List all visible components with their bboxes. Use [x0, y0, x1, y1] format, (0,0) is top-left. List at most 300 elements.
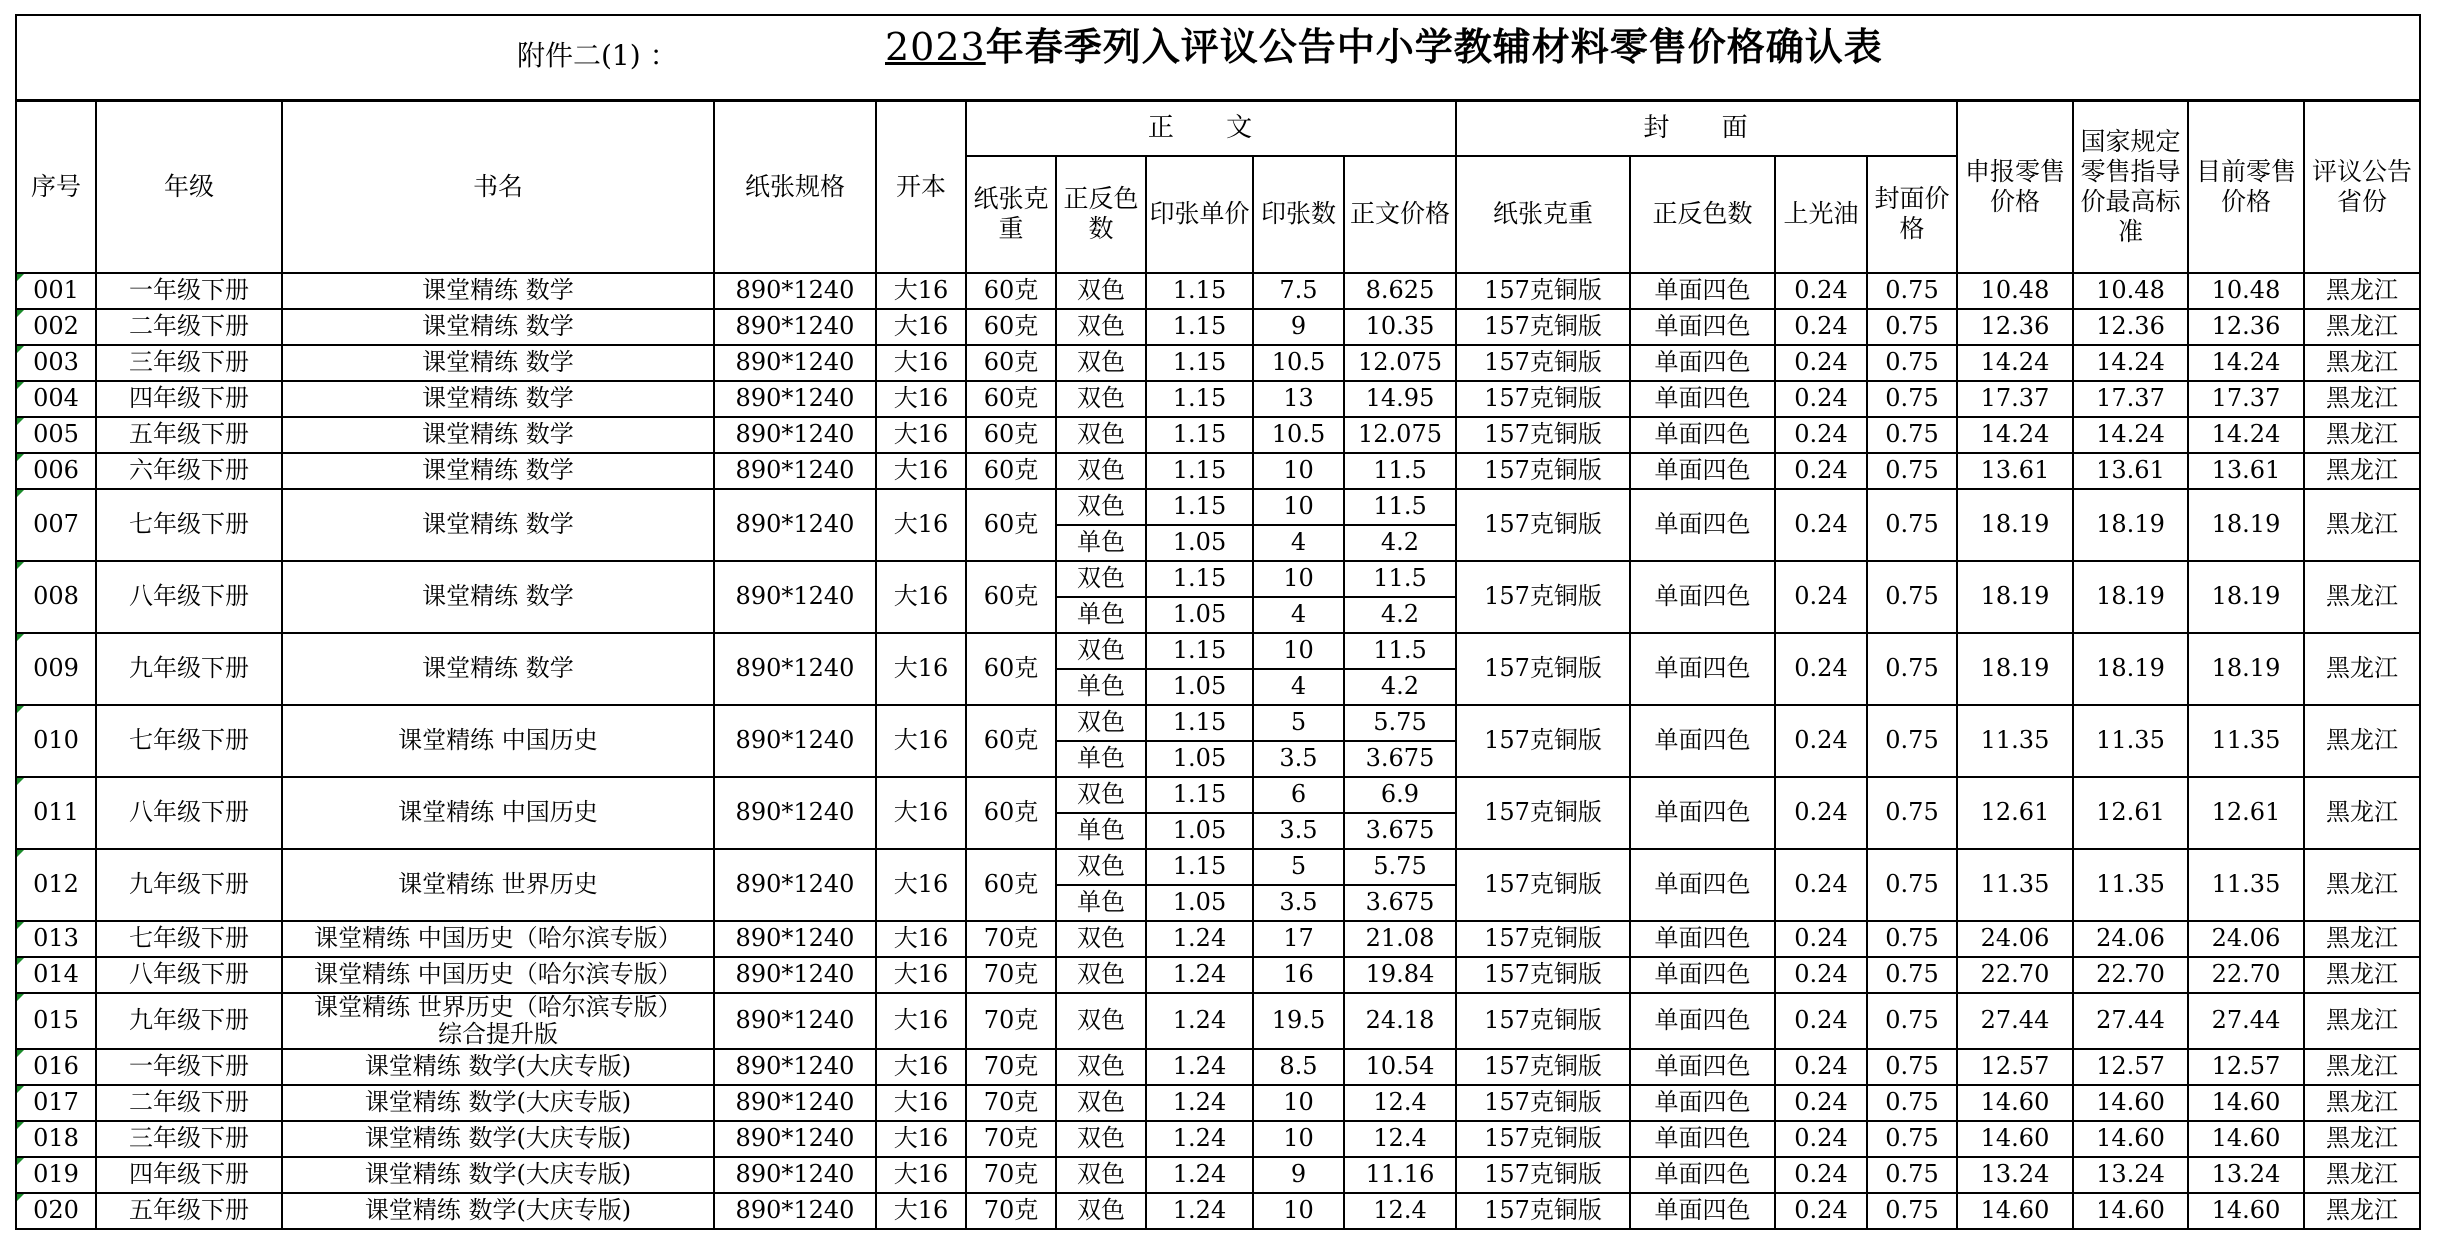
cell-cover-paper-weight: 157克铜版	[1456, 849, 1630, 921]
cell-cover-paper-weight: 157克铜版	[1456, 1049, 1630, 1085]
cell-format: 大16	[876, 273, 966, 309]
cell-sheet-unit-price: 1.05	[1146, 669, 1253, 705]
cell-body-paper-weight: 60克	[966, 309, 1056, 345]
cell-national-max: 11.35	[2073, 849, 2188, 921]
cell-declared-price: 14.60	[1957, 1193, 2073, 1229]
cell-body-paper-weight: 60克	[966, 453, 1056, 489]
cell-national-max: 13.24	[2073, 1157, 2188, 1193]
cell-gloss: 0.24	[1775, 1193, 1867, 1229]
cell-gloss: 0.24	[1775, 849, 1867, 921]
cell-national-max: 18.19	[2073, 561, 2188, 633]
cell-body-price: 11.5	[1344, 561, 1456, 597]
cell-cover-paper-weight: 157克铜版	[1456, 633, 1630, 705]
book-title: 课堂精练 数学	[422, 420, 574, 448]
cell-cover-price: 0.75	[1867, 561, 1957, 633]
cell-province: 黑龙江	[2304, 1085, 2420, 1121]
book-title: 课堂精练 数学	[422, 654, 574, 682]
cell-body-paper-weight: 70克	[966, 921, 1056, 957]
header-seq: 序号	[16, 101, 96, 273]
price-table	[15, 14, 2421, 1230]
cell-sheet-unit-price: 1.15	[1146, 561, 1253, 597]
cell-cover-colors: 单面四色	[1630, 957, 1775, 993]
cell-province: 黑龙江	[2304, 849, 2420, 921]
book-title: 课堂精练 数学	[422, 456, 574, 484]
cell-current-price: 14.60	[2188, 1193, 2304, 1229]
cell-body-price: 6.9	[1344, 777, 1456, 813]
cell-province: 黑龙江	[2304, 1193, 2420, 1229]
cell-gloss: 0.24	[1775, 1085, 1867, 1121]
cell-body-paper-weight: 60克	[966, 381, 1056, 417]
page-title	[885, 25, 1883, 69]
cell-body-price: 5.75	[1344, 849, 1456, 885]
appendix-label: 附件二(1) ：	[517, 39, 678, 72]
cell-cover-paper-weight: 157克铜版	[1456, 309, 1630, 345]
book-title: 课堂精练 数学	[422, 276, 574, 304]
book-title: 课堂精练 数学	[422, 582, 574, 610]
cell-cover-price: 0.75	[1867, 633, 1957, 705]
cell-book	[282, 345, 714, 381]
cell-format: 大16	[876, 309, 966, 345]
cell-cover-colors: 单面四色	[1630, 1193, 1775, 1229]
cell-cover-colors: 单面四色	[1630, 777, 1775, 849]
cell-declared-price: 18.19	[1957, 489, 2073, 561]
cell-book	[282, 705, 714, 777]
cell-body-colors: 双色	[1056, 633, 1146, 669]
cell-paper-spec: 890*1240	[714, 633, 876, 705]
header-sheet-unit-price: 印张单价	[1146, 156, 1253, 273]
cell-declared-price: 14.60	[1957, 1121, 2073, 1157]
cell-sheet-count: 6	[1253, 777, 1344, 813]
cell-declared-price: 11.35	[1957, 705, 2073, 777]
table-row	[16, 273, 2420, 309]
cell-cover-colors: 单面四色	[1630, 921, 1775, 957]
cell-cover-colors: 单面四色	[1630, 417, 1775, 453]
cell-cover-price: 0.75	[1867, 1049, 1957, 1085]
cell-province: 黑龙江	[2304, 417, 2420, 453]
cell-body-colors: 双色	[1056, 1157, 1146, 1193]
cell-book	[282, 921, 714, 957]
cell-declared-price: 27.44	[1957, 993, 2073, 1049]
cell-paper-spec: 890*1240	[714, 453, 876, 489]
cell-body-colors: 双色	[1056, 309, 1146, 345]
cell-sheet-unit-price: 1.05	[1146, 525, 1253, 561]
cell-declared-price: 12.61	[1957, 777, 2073, 849]
cell-national-max: 14.60	[2073, 1193, 2188, 1229]
cell-province: 黑龙江	[2304, 993, 2420, 1049]
cell-current-price: 12.36	[2188, 309, 2304, 345]
table-row	[16, 921, 2420, 957]
cell-format: 大16	[876, 777, 966, 849]
price-confirmation-sheet	[15, 14, 2421, 1230]
cell-gloss: 0.24	[1775, 273, 1867, 309]
cell-sheet-unit-price: 1.05	[1146, 597, 1253, 633]
cell-sheet-unit-price: 1.15	[1146, 345, 1253, 381]
cell-paper-spec: 890*1240	[714, 957, 876, 993]
cell-sheet-unit-price: 1.15	[1146, 489, 1253, 525]
cell-cover-price: 0.75	[1867, 1193, 1957, 1229]
cell-cover-colors: 单面四色	[1630, 705, 1775, 777]
table-row	[16, 993, 2420, 1049]
cell-sheet-count: 5	[1253, 705, 1344, 741]
header-body-colors: 正反色数	[1056, 156, 1146, 273]
cell-paper-spec: 890*1240	[714, 777, 876, 849]
cell-seq: 016	[16, 1049, 96, 1085]
cell-body-price: 19.84	[1344, 957, 1456, 993]
cell-cover-paper-weight: 157克铜版	[1456, 921, 1630, 957]
cell-current-price: 14.60	[2188, 1085, 2304, 1121]
cell-body-price: 4.2	[1344, 669, 1456, 705]
cell-body-colors: 双色	[1056, 561, 1146, 597]
cell-sheet-unit-price: 1.15	[1146, 273, 1253, 309]
cell-gloss: 0.24	[1775, 1121, 1867, 1157]
cell-format: 大16	[876, 957, 966, 993]
cell-grade: 七年级下册	[96, 489, 282, 561]
cell-sheet-count: 10	[1253, 633, 1344, 669]
cell-declared-price: 24.06	[1957, 921, 2073, 957]
cell-province: 黑龙江	[2304, 705, 2420, 777]
table-row	[16, 1157, 2420, 1193]
cell-paper-spec: 890*1240	[714, 1121, 876, 1157]
header-declared-price: 申报零售价格	[1957, 101, 2073, 273]
book-title: 课堂精练 数学	[422, 384, 574, 412]
cell-gloss: 0.24	[1775, 417, 1867, 453]
cell-declared-price: 10.48	[1957, 273, 2073, 309]
cell-body-price: 3.675	[1344, 813, 1456, 849]
cell-declared-price: 14.60	[1957, 1085, 2073, 1121]
header-row-1	[16, 101, 2420, 156]
cell-cover-colors: 单面四色	[1630, 309, 1775, 345]
cell-cover-colors: 单面四色	[1630, 1121, 1775, 1157]
cell-body-price: 11.5	[1344, 453, 1456, 489]
cell-seq: 008	[16, 561, 96, 633]
cell-cover-colors: 单面四色	[1630, 1157, 1775, 1193]
cell-cover-colors: 单面四色	[1630, 345, 1775, 381]
cell-seq: 017	[16, 1085, 96, 1121]
cell-book	[282, 993, 714, 1049]
book-title: 课堂精练 中国历史	[398, 726, 598, 754]
cell-grade: 三年级下册	[96, 1121, 282, 1157]
cell-body-paper-weight: 60克	[966, 273, 1056, 309]
header-cover-paper-weight: 纸张克重	[1456, 156, 1630, 273]
cell-book	[282, 1049, 714, 1085]
table-row	[16, 561, 2420, 597]
cell-body-price: 4.2	[1344, 597, 1456, 633]
cell-sheet-count: 10.5	[1253, 345, 1344, 381]
cell-province: 黑龙江	[2304, 309, 2420, 345]
cell-sheet-unit-price: 1.15	[1146, 453, 1253, 489]
cell-grade: 六年级下册	[96, 453, 282, 489]
cell-paper-spec: 890*1240	[714, 489, 876, 561]
cell-sheet-count: 10	[1253, 1121, 1344, 1157]
cell-body-price: 3.675	[1344, 741, 1456, 777]
cell-current-price: 11.35	[2188, 705, 2304, 777]
cell-body-price: 5.75	[1344, 705, 1456, 741]
cell-province: 黑龙江	[2304, 561, 2420, 633]
book-title: 课堂精练 世界历史	[398, 870, 598, 898]
cell-cover-colors: 单面四色	[1630, 453, 1775, 489]
cell-cover-paper-weight: 157克铜版	[1456, 453, 1630, 489]
cell-current-price: 10.48	[2188, 273, 2304, 309]
cell-cover-paper-weight: 157克铜版	[1456, 273, 1630, 309]
cell-book	[282, 489, 714, 561]
table-row	[16, 453, 2420, 489]
cell-seq: 006	[16, 453, 96, 489]
cell-cover-price: 0.75	[1867, 849, 1957, 921]
table-row	[16, 1193, 2420, 1229]
title-row	[16, 15, 2420, 101]
header-format: 开本	[876, 101, 966, 273]
cell-grade: 四年级下册	[96, 1157, 282, 1193]
cell-province: 黑龙江	[2304, 453, 2420, 489]
cell-book	[282, 273, 714, 309]
cell-current-price: 13.61	[2188, 453, 2304, 489]
cell-body-colors: 双色	[1056, 1049, 1146, 1085]
cell-province: 黑龙江	[2304, 1157, 2420, 1193]
cell-body-paper-weight: 70克	[966, 957, 1056, 993]
cell-current-price: 18.19	[2188, 489, 2304, 561]
cell-national-max: 13.61	[2073, 453, 2188, 489]
cell-format: 大16	[876, 345, 966, 381]
cell-sheet-unit-price: 1.15	[1146, 417, 1253, 453]
title-text: 年春季列入评议公告中小学教辅材料零售价格确认表	[985, 25, 1883, 69]
header-body-group: 正 文	[966, 101, 1456, 156]
cell-national-max: 27.44	[2073, 993, 2188, 1049]
cell-seq: 004	[16, 381, 96, 417]
cell-national-max: 12.36	[2073, 309, 2188, 345]
cell-seq: 014	[16, 957, 96, 993]
cell-paper-spec: 890*1240	[714, 381, 876, 417]
cell-cover-price: 0.75	[1867, 705, 1957, 777]
cell-paper-spec: 890*1240	[714, 993, 876, 1049]
cell-sheet-count: 3.5	[1253, 813, 1344, 849]
cell-format: 大16	[876, 1193, 966, 1229]
cell-province: 黑龙江	[2304, 957, 2420, 993]
cell-body-price: 12.075	[1344, 345, 1456, 381]
cell-sheet-count: 9	[1253, 309, 1344, 345]
cell-sheet-count: 4	[1253, 525, 1344, 561]
cell-cover-paper-weight: 157克铜版	[1456, 1157, 1630, 1193]
cell-cover-price: 0.75	[1867, 1157, 1957, 1193]
cell-cover-colors: 单面四色	[1630, 381, 1775, 417]
cell-body-colors: 双色	[1056, 1121, 1146, 1157]
cell-sheet-count: 13	[1253, 381, 1344, 417]
cell-book	[282, 1193, 714, 1229]
cell-cover-price: 0.75	[1867, 777, 1957, 849]
header-province: 评议公告省份	[2304, 101, 2420, 273]
cell-grade: 七年级下册	[96, 921, 282, 957]
cell-grade: 一年级下册	[96, 1049, 282, 1085]
cell-body-price: 10.35	[1344, 309, 1456, 345]
cell-cover-paper-weight: 157克铜版	[1456, 489, 1630, 561]
cell-grade: 四年级下册	[96, 381, 282, 417]
cell-paper-spec: 890*1240	[714, 705, 876, 777]
cell-body-paper-weight: 70克	[966, 1121, 1056, 1157]
cell-province: 黑龙江	[2304, 489, 2420, 561]
cell-body-price: 3.675	[1344, 885, 1456, 921]
cell-gloss: 0.24	[1775, 381, 1867, 417]
cell-seq: 009	[16, 633, 96, 705]
table-row	[16, 381, 2420, 417]
cell-body-colors: 单色	[1056, 813, 1146, 849]
cell-national-max: 11.35	[2073, 705, 2188, 777]
cell-body-colors: 单色	[1056, 597, 1146, 633]
cell-body-paper-weight: 60克	[966, 417, 1056, 453]
cell-current-price: 12.57	[2188, 1049, 2304, 1085]
cell-current-price: 14.24	[2188, 345, 2304, 381]
header-cover-group: 封 面	[1456, 101, 1957, 156]
table-row	[16, 309, 2420, 345]
cell-sheet-unit-price: 1.15	[1146, 705, 1253, 741]
cell-body-colors: 双色	[1056, 345, 1146, 381]
cell-sheet-count: 8.5	[1253, 1049, 1344, 1085]
cell-cover-price: 0.75	[1867, 273, 1957, 309]
cell-body-paper-weight: 60克	[966, 849, 1056, 921]
cell-gloss: 0.24	[1775, 1157, 1867, 1193]
cell-body-price: 11.5	[1344, 633, 1456, 669]
header-national-max: 国家规定零售指导价最高标准	[2073, 101, 2188, 273]
cell-sheet-count: 16	[1253, 957, 1344, 993]
cell-gloss: 0.24	[1775, 777, 1867, 849]
book-title: 课堂精练 数学(大庆专版)	[364, 1088, 632, 1116]
cell-cover-paper-weight: 157克铜版	[1456, 417, 1630, 453]
cell-sheet-unit-price: 1.05	[1146, 813, 1253, 849]
cell-format: 大16	[876, 1157, 966, 1193]
cell-body-price: 10.54	[1344, 1049, 1456, 1085]
cell-current-price: 18.19	[2188, 561, 2304, 633]
cell-book	[282, 309, 714, 345]
cell-national-max: 17.37	[2073, 381, 2188, 417]
table-row	[16, 489, 2420, 525]
cell-seq: 010	[16, 705, 96, 777]
cell-format: 大16	[876, 633, 966, 705]
cell-declared-price: 13.61	[1957, 453, 2073, 489]
cell-sheet-count: 10	[1253, 453, 1344, 489]
cell-national-max: 18.19	[2073, 633, 2188, 705]
cell-cover-paper-weight: 157克铜版	[1456, 993, 1630, 1049]
cell-cover-colors: 单面四色	[1630, 489, 1775, 561]
cell-declared-price: 14.24	[1957, 417, 2073, 453]
cell-cover-price: 0.75	[1867, 1121, 1957, 1157]
cell-paper-spec: 890*1240	[714, 309, 876, 345]
cell-book	[282, 1157, 714, 1193]
cell-gloss: 0.24	[1775, 345, 1867, 381]
cell-national-max: 22.70	[2073, 957, 2188, 993]
cell-national-max: 12.61	[2073, 777, 2188, 849]
cell-body-colors: 单色	[1056, 741, 1146, 777]
header-cover-colors: 正反色数	[1630, 156, 1775, 273]
cell-national-max: 18.19	[2073, 489, 2188, 561]
cell-body-paper-weight: 60克	[966, 633, 1056, 705]
cell-cover-colors: 单面四色	[1630, 849, 1775, 921]
cell-gloss: 0.24	[1775, 921, 1867, 957]
cell-cover-colors: 单面四色	[1630, 633, 1775, 705]
cell-paper-spec: 890*1240	[714, 921, 876, 957]
cell-gloss: 0.24	[1775, 561, 1867, 633]
cell-current-price: 12.61	[2188, 777, 2304, 849]
cell-body-price: 4.2	[1344, 525, 1456, 561]
cell-book	[282, 1121, 714, 1157]
cell-body-paper-weight: 70克	[966, 993, 1056, 1049]
cell-national-max: 14.24	[2073, 417, 2188, 453]
header-body-paper-weight: 纸张克重	[966, 156, 1056, 273]
book-title: 课堂精练 数学	[422, 348, 574, 376]
cell-gloss: 0.24	[1775, 309, 1867, 345]
cell-current-price: 24.06	[2188, 921, 2304, 957]
cell-grade: 三年级下册	[96, 345, 282, 381]
cell-seq: 019	[16, 1157, 96, 1193]
cell-grade: 七年级下册	[96, 705, 282, 777]
cell-format: 大16	[876, 561, 966, 633]
cell-sheet-count: 3.5	[1253, 885, 1344, 921]
book-title: 课堂精练 数学(大庆专版)	[364, 1160, 632, 1188]
cell-body-colors: 双色	[1056, 921, 1146, 957]
cell-format: 大16	[876, 993, 966, 1049]
cell-body-price: 12.4	[1344, 1193, 1456, 1229]
cell-body-price: 21.08	[1344, 921, 1456, 957]
cell-cover-paper-weight: 157克铜版	[1456, 777, 1630, 849]
cell-paper-spec: 890*1240	[714, 1085, 876, 1121]
cell-body-paper-weight: 60克	[966, 777, 1056, 849]
book-title: 课堂精练 世界历史（哈尔滨专版）	[314, 992, 682, 1021]
cell-body-colors: 双色	[1056, 957, 1146, 993]
cell-cover-paper-weight: 157克铜版	[1456, 705, 1630, 777]
cell-paper-spec: 890*1240	[714, 849, 876, 921]
cell-body-paper-weight: 70克	[966, 1157, 1056, 1193]
cell-national-max: 12.57	[2073, 1049, 2188, 1085]
cell-format: 大16	[876, 1049, 966, 1085]
cell-body-price: 12.4	[1344, 1121, 1456, 1157]
table-row	[16, 633, 2420, 669]
cell-body-colors: 双色	[1056, 1193, 1146, 1229]
cell-sheet-unit-price: 1.24	[1146, 1193, 1253, 1229]
cell-sheet-unit-price: 1.05	[1146, 741, 1253, 777]
cell-province: 黑龙江	[2304, 273, 2420, 309]
cell-current-price: 11.35	[2188, 849, 2304, 921]
cell-body-paper-weight: 70克	[966, 1085, 1056, 1121]
cell-sheet-count: 5	[1253, 849, 1344, 885]
cell-grade: 一年级下册	[96, 273, 282, 309]
cell-seq: 005	[16, 417, 96, 453]
cell-declared-price: 12.57	[1957, 1049, 2073, 1085]
cell-sheet-count: 4	[1253, 669, 1344, 705]
book-title: 课堂精练 数学(大庆专版)	[364, 1124, 632, 1152]
cell-body-price: 24.18	[1344, 993, 1456, 1049]
cell-seq: 018	[16, 1121, 96, 1157]
cell-gloss: 0.24	[1775, 993, 1867, 1049]
book-title: 课堂精练 数学	[422, 510, 574, 538]
cell-book	[282, 453, 714, 489]
cell-sheet-count: 19.5	[1253, 993, 1344, 1049]
table-row	[16, 777, 2420, 813]
cell-sheet-count: 10	[1253, 1085, 1344, 1121]
cell-cover-price: 0.75	[1867, 489, 1957, 561]
cell-seq: 011	[16, 777, 96, 849]
cell-sheet-unit-price: 1.15	[1146, 381, 1253, 417]
cell-province: 黑龙江	[2304, 633, 2420, 705]
cell-body-paper-weight: 70克	[966, 1193, 1056, 1229]
cell-body-colors: 双色	[1056, 777, 1146, 813]
cell-sheet-count: 4	[1253, 597, 1344, 633]
cell-cover-price: 0.75	[1867, 1085, 1957, 1121]
cell-book	[282, 1085, 714, 1121]
cell-format: 大16	[876, 489, 966, 561]
cell-book	[282, 417, 714, 453]
table-row	[16, 1049, 2420, 1085]
cell-seq: 003	[16, 345, 96, 381]
cell-province: 黑龙江	[2304, 1049, 2420, 1085]
cell-body-price: 12.075	[1344, 417, 1456, 453]
cell-province: 黑龙江	[2304, 1121, 2420, 1157]
